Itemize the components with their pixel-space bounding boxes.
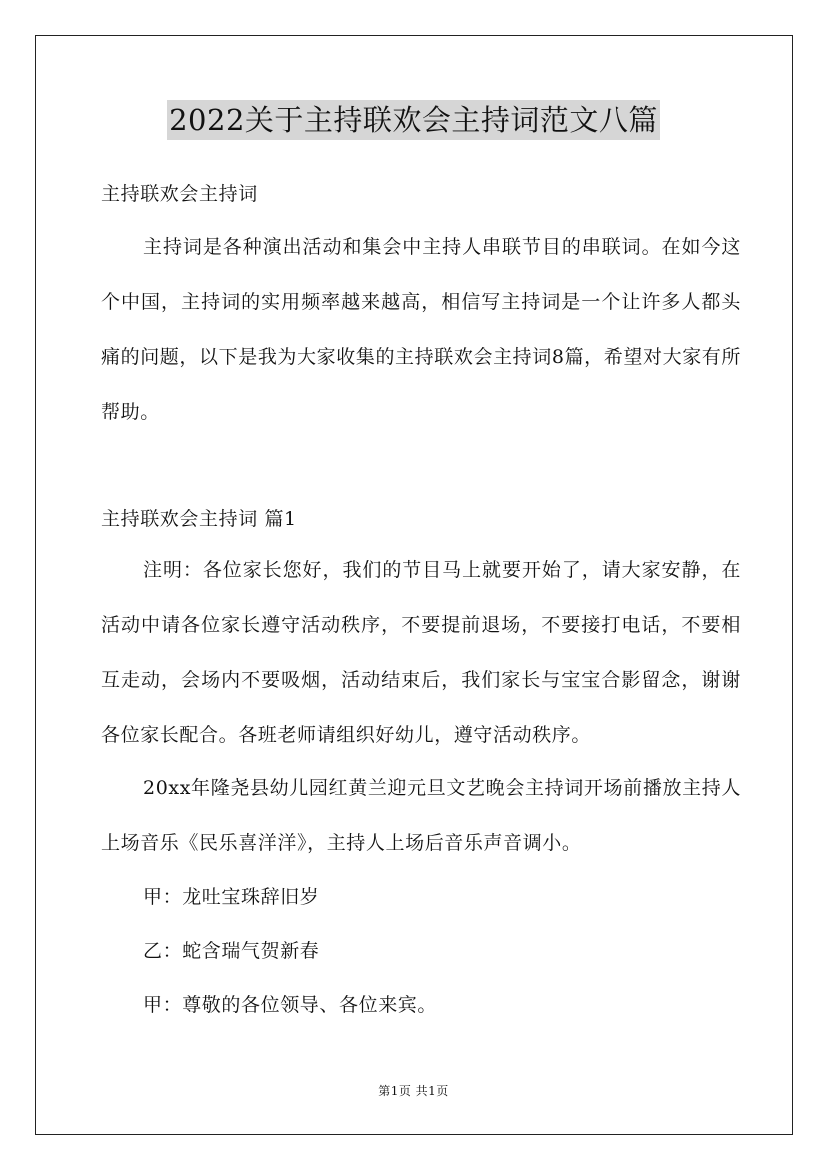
dialogue-line: 甲：龙吐宝珠辞旧岁 (143, 886, 320, 908)
document-title: 2022关于主持联欢会主持词范文八篇 (167, 100, 660, 140)
body-paragraph-1: 注明：各位家长您好，我们的节目马上就要开始了，请大家安静，在活动中请各位家长遵守活动秩序，不要提前退场，不要接打电话，不要相互走动，会场内不要吸烟，活动结束后，我们家长与宝宝合影留念，谢谢各位家长配合。各班老师请组织好幼儿，遵守活动秩序。 (101, 559, 741, 746)
dialogue-line: 乙：蛇含瑞气贺新春 (143, 940, 320, 962)
page-footer: 第1页 共1页 (378, 1084, 449, 1098)
title-container (0, 100, 827, 140)
body-paragraph-2: 20xx年隆尧县幼儿园红黄兰迎元旦文艺晚会主持词开场前播放主持人上场音乐《民乐喜洋洋》，主持人上场后音乐声音调小。 (101, 777, 741, 854)
section-heading: 主持联欢会主持词 (101, 183, 258, 205)
dialogue-line: 甲：尊敬的各位领导、各位来宾。 (143, 994, 438, 1016)
intro-paragraph: 主持词是各种演出活动和集会中主持人串联节目的串联词。在如今这个中国，主持词的实用频率越来越高，相信写主持词是一个让许多人都头痛的问题，以下是我为大家收集的主持联欢会主持词8篇，希望对大家有所帮助。 (101, 236, 741, 423)
article-heading: 主持联欢会主持词 篇1 (101, 508, 297, 530)
